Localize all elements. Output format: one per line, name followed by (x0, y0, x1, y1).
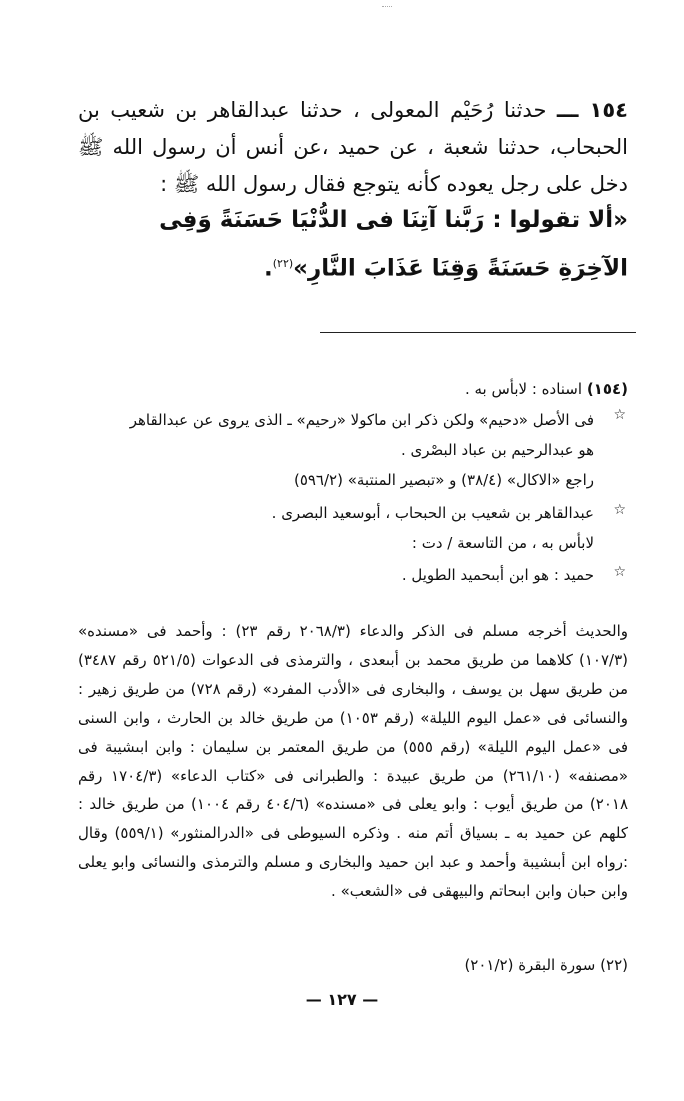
footnote-heading-text: اسناده : لابأس به . (464, 380, 583, 398)
footnote-heading (465, 378, 628, 400)
quote-end: . (263, 255, 273, 282)
takhrij-paragraph: والحديث أخرجه مسلم فى الذكر والدعاء (٢٠٦٨/٣ رقم ٢٣) : وأحمد فى «مسنده» (١٠٧/٣) كلاهما من طريق محمد بن أبىعدى ، والترمذى فى الدعوات (٥٢١/٥ رقم ٣٤٨٧) من طريق سهل بن يوسف ، والبخارى فى «الأدب المفرد» (رقم ٧٢٨) من طريق زهير : والنسائى فى «عمل اليوم الليلة» (رقم ١٠٥٣) من طريق خالد بن الحارث ، وابن السنى فى «عمل اليوم الليلة» (رقم ٥٥٥) من طريق المعتمر بن سليمان : وابن ابىشيبة فى «مصنفه» (٢٦١/١٠) من طريق عبيدة : والطبرانى فى «كتاب الدعاء» (١٧٠٤/٣ رقم ٢٠١٨) من طريق أيوب : وابو يعلى فى «مسنده» (٤٠٤/٦ رقم ١٠٠٤) من طريق خالد : كلهم عن حميد به ـ بسياق أتم منه . وذكره السيوطى فى «الدرالمنثور» (٥٥٩/١) وقال :رواه ابن أبىشيبة وأحمد و عبد ابن حميد والبخارى و مسلم والترمذى والنسائى وابو يعلى وابن حبان وابن ابىحاتم والبيهقى فى «الشعب» . (78, 622, 629, 901)
footnote-22-text: سورة البقرة (٢٠١/٢) (464, 956, 596, 974)
scan-speck (382, 6, 392, 9)
quote-footnote-ref: (٢٢) (272, 257, 294, 270)
star-icon: ☆ (613, 564, 626, 580)
footnote-item1-line1: فى الأصل «دحيم» ولكن ذكر ابن ماكولا «رحيم» ـ الذى يروى عن عبدالقاهر (129, 411, 594, 429)
hadith-chain: حدثنا رُحَيْم المعولى ، حدثنا عبدالقاهر بن شعيب بن الحبحاب، حدثنا شعبة ، عن حميد ،عن أنس أن رسول الله ﷺ دخل على رجل يعوده كأنه يتوجع فقال رسول الله ﷺ : (78, 98, 628, 196)
footnote-item2-line2: لابأس به ، من التاسعة / دت : (411, 534, 594, 552)
footnote-22 (464, 956, 628, 974)
hadith-text (78, 92, 628, 203)
footnote-item3-line1: حميد : هو ابن أبىحميد الطويل . (401, 566, 594, 584)
footnote-number: (١٥٤) (586, 380, 628, 398)
footnote-item1-line2: هو عبدالرحيم بن عباد البصْرى . (400, 441, 594, 459)
quote-text: «ألا تقولوا : رَبَّنا آتِنَا فى الدُّنْيَا حَسَنَةً وَفِى الآخِرَةِ حَسَنَةً وَقِنَا عَذَابَ النَّارِ» (159, 207, 628, 282)
footnote-22-number: (٢٢) (600, 956, 628, 974)
hadith-number: ١٥٤ ـــ (556, 98, 628, 122)
hadith-quote (92, 199, 628, 291)
footnote-separator (320, 332, 636, 333)
star-icon: ☆ (613, 502, 626, 518)
footnote-item1-line3: راجع «الاكال» (٣٨/٤) و «تبصير المنتبة» (٥٩٦/٢) (293, 471, 594, 489)
star-icon: ☆ (613, 407, 626, 423)
footnote-item2-line1: عبدالقاهر بن شعيب بن الحبحاب ، أبوسعيد البصرى . (271, 504, 594, 522)
page-number: — ١٢٧ — (305, 990, 379, 1009)
